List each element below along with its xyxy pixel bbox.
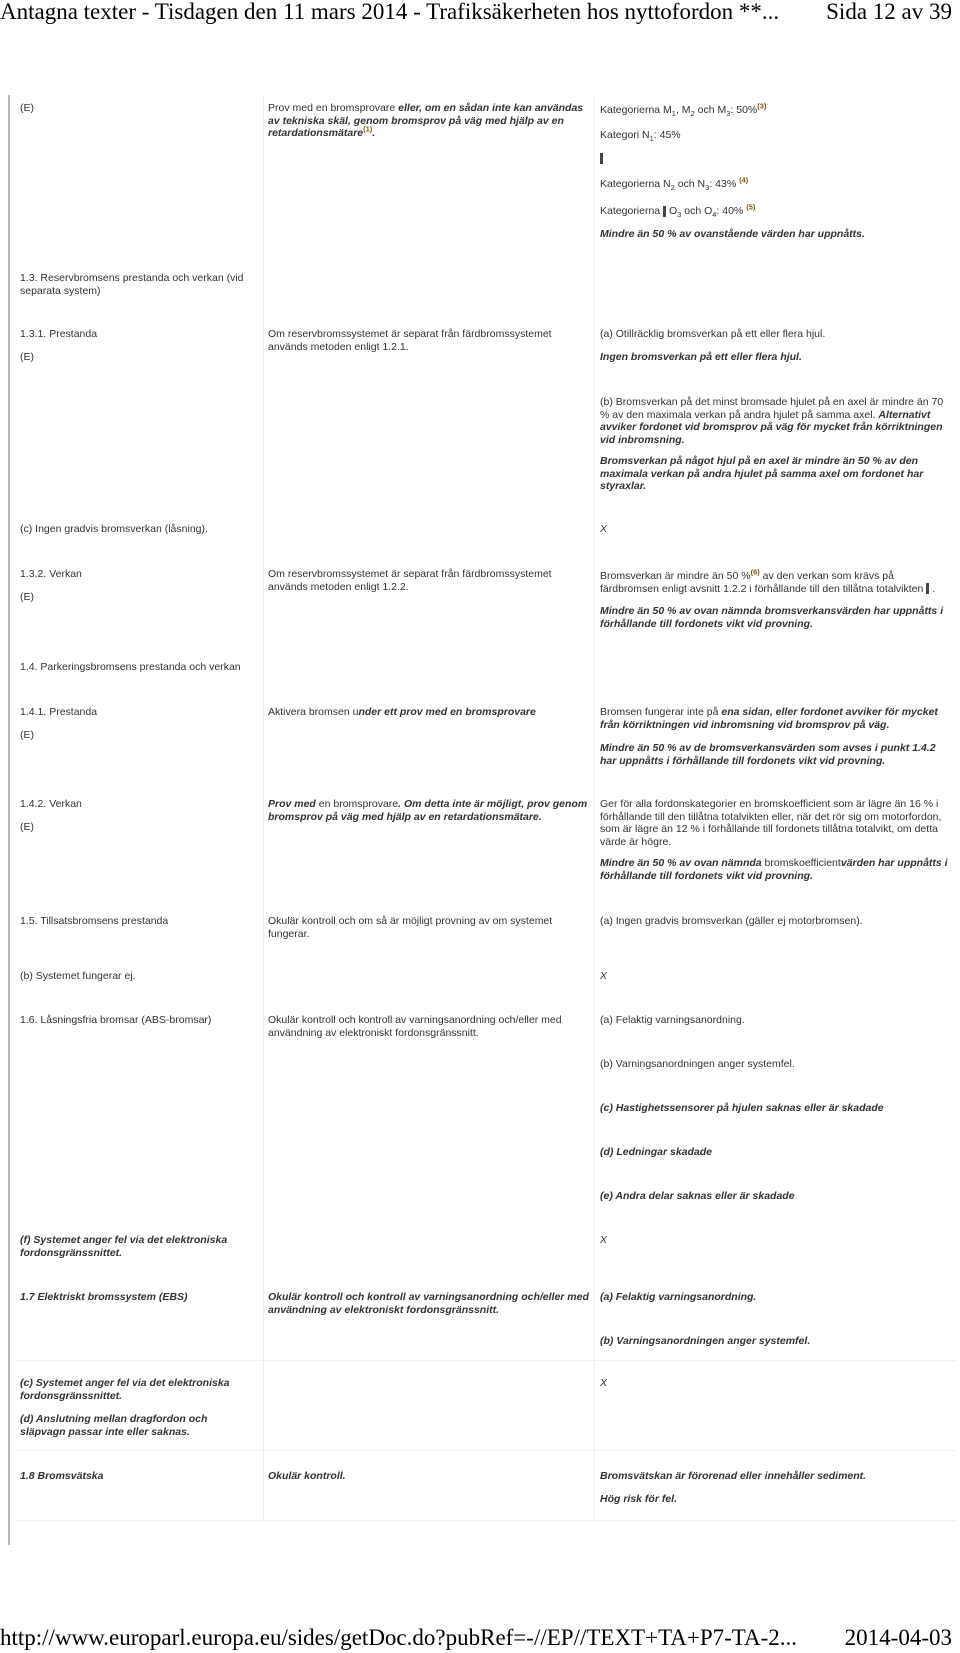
- subscript: 2: [670, 183, 675, 193]
- defect-text-amended: Mindre än 50 % av ovan nämnda: [600, 857, 762, 869]
- category-o: [600, 202, 756, 220]
- defect-text: (c) Ingen gradvis bromsverkan (låsning).: [20, 523, 208, 535]
- method-cell: [268, 798, 590, 823]
- defect-text-plain: bromskoefficient: [761, 857, 841, 869]
- category-o-text: och O: [681, 205, 713, 217]
- category-m-text: , M: [675, 104, 691, 116]
- category-n1-label: Kategori N: [600, 129, 650, 141]
- defect-text: (b) Varningsanordningen anger systemfel.: [600, 1335, 811, 1347]
- defect-text: Mindre än 50 % av ovanstående värden har uppnåtts.: [600, 228, 865, 240]
- defect-text: Bromsvätskan är förorenad eller innehåller sediment.: [600, 1470, 867, 1482]
- defect-text: (a) Felaktig varningsanordning.: [600, 1014, 745, 1026]
- defect-text-plain: Bromsverkan är mindre än 50 %: [600, 570, 751, 582]
- category-o-value: : 40%: [716, 205, 744, 217]
- defect-text: (b) Systemet fungerar ej.: [20, 970, 136, 982]
- subscript: 4: [712, 210, 717, 220]
- defect-text-plain: (b) Bromsverkan på det minst bromsade hjulet på en axel är mindre än 70 % av den maximala verkan på andra hjulet på samma axel.: [600, 396, 944, 421]
- category-n23-text: och N: [674, 178, 706, 190]
- defect-text-amended: Alternativt avviker fordonet vid bromsprov på väg för mycket från körriktningen vid inbromsning.: [600, 408, 943, 446]
- subscript: 2: [690, 109, 695, 119]
- footnote-ref[interactable]: (1): [363, 124, 373, 134]
- assessment-mark: X: [600, 1234, 608, 1246]
- method-cell: Okulär kontroll och kontroll av varningsanordning och/eller med användning av elektroniskt fordonsgränssnitt.: [268, 1014, 562, 1039]
- defect-text: [600, 857, 950, 882]
- section-heading: 1.3. Reservbromsens prestanda och verkan (vid separata system): [20, 272, 244, 297]
- defect-text: (a) Otillräcklig bromsverkan på ett eller flera hjul.: [600, 328, 826, 340]
- category-m: [600, 101, 767, 119]
- method-cell: Okulär kontroll och kontroll av varningsanordning och/eller med användning av elektroniskt fordonsgränssnitt.: [268, 1291, 589, 1316]
- item-heading: 1.3.2. Verkan: [20, 568, 82, 580]
- defect-text: (d) Anslutning mellan dragfordon och släpvagn passar inte eller saknas.: [20, 1413, 208, 1438]
- category-m-label: Kategorierna M: [600, 104, 672, 116]
- defect-text: [600, 396, 950, 446]
- method-text: Prov med en bromsprovare: [268, 102, 399, 114]
- category-n23-label: Kategorierna N: [600, 178, 671, 190]
- method-text-amended: Prov med: [268, 798, 316, 810]
- assessment-mark: X: [600, 1377, 608, 1389]
- defect-text: (a) Ingen gradvis bromsverkan (gäller ej motorbromsen).: [600, 915, 863, 927]
- item-heading: 1.4.1. Prestanda: [20, 706, 98, 718]
- defect-text: Ingen bromsverkan på ett eller flera hjul.: [600, 351, 802, 363]
- deletion-marker: [600, 152, 603, 165]
- method-text-amended: . Om detta inte är möjligt, prov genom bromsprov på väg med hjälp av en retardationsmätare.: [268, 798, 588, 823]
- method-cell: Om reservbromssystemet är separat från färdbromssystemet används metoden enligt 1.2.1.: [268, 328, 552, 353]
- assessment-mark: X: [600, 523, 608, 535]
- item-class: (E): [20, 351, 34, 363]
- method-text: en bromsprovare: [315, 798, 399, 810]
- page-number: Sida 12 av 39: [826, 0, 952, 24]
- defect-text: (c) Hastighetssensorer på hjulen saknas eller är skadade: [600, 1102, 884, 1114]
- method-text-end: .: [372, 127, 376, 139]
- item-heading: 1.4.2. Verkan: [20, 798, 82, 810]
- defect-text: (d) Ledningar skadade: [600, 1146, 713, 1158]
- defect-text-amended: ena sidan, eller fordonet avviker för mycket från körriktningen vid inbromsning vid bromsprov på väg.: [600, 706, 938, 731]
- category-o-text: O: [666, 205, 678, 217]
- defect-text: Hög risk för fel.: [600, 1493, 678, 1505]
- defect-text: [600, 706, 950, 731]
- grid-line: [263, 95, 264, 1520]
- subscript: 3: [705, 183, 710, 193]
- method-text: Aktivera bromsen u: [268, 706, 359, 718]
- subscript: 1: [649, 134, 654, 144]
- item-heading: 1.8 Bromsvätska: [20, 1470, 104, 1482]
- method-text-amended: nder ett prov med en bromsprovare: [358, 706, 536, 718]
- category-n23: [600, 175, 749, 193]
- category-o-label: Kategorierna: [600, 205, 661, 217]
- section-heading: 1.4. Parkeringsbromsens prestanda och verkan: [20, 661, 241, 673]
- method-cell: [268, 102, 590, 140]
- item-heading: 1.5. Tillsatsbromsens prestanda: [20, 915, 169, 927]
- defect-text: Ger för alla fordonskategorier en bromskoefficient som är lägre än 16 % i förhållande till den tillåtna totalvikten eller, när det rör sig om motorfordon, som är lägre än 12 % i förhållande till fordonets tillåtna totalvikt, om detta värde är högre.: [600, 798, 942, 848]
- category-m-text: och M: [694, 104, 727, 116]
- item-heading: 1.3.1. Prestanda: [20, 328, 98, 340]
- grid-line: [16, 1360, 956, 1361]
- defect-text: (f) Systemet anger fel via det elektroniska fordonsgränssnittet.: [20, 1234, 228, 1259]
- defect-text-amended: värden har uppnåtts i förhållande till fordonets vikt vid provning.: [600, 857, 948, 882]
- defect-text: (a) Felaktig varningsanordning.: [600, 1291, 757, 1303]
- defect-text: (b) Varningsanordningen anger systemfel.: [600, 1058, 795, 1070]
- defect-text: (e) Andra delar saknas eller är skadade: [600, 1190, 795, 1202]
- defect-text-end: .: [932, 582, 936, 595]
- method-cell: Okulär kontroll.: [268, 1470, 346, 1482]
- category-n1: [600, 129, 681, 142]
- category-n1-value: : 45%: [653, 129, 681, 141]
- method-cell: Okulär kontroll och om så är möjligt provning av om systemet fungerar.: [268, 915, 553, 940]
- defect-text: Mindre än 50 % av ovan nämnda bromsverkansvärden har uppnåtts i förhållande till fordonets vikt vid provning.: [600, 605, 944, 630]
- defect-text-plain: av den verkan som krävs på färdbromsen enligt avsnitt 1.2.2 i förhållande till den tillåtna totalvikten: [600, 570, 924, 595]
- page-header-title: Antagna texter - Tisdagen den 11 mars 2014 - Trafiksäkerheten hos nyttofordon **...: [0, 0, 780, 24]
- footnote-ref[interactable]: (5): [746, 202, 756, 212]
- subscript: 3: [677, 210, 682, 220]
- category-m-value: : 50%: [730, 104, 758, 116]
- grid-line: [594, 95, 595, 1520]
- method-cell: Om reservbromssystemet är separat från färdbromssystemet används metoden enligt 1.2.2.: [268, 568, 552, 593]
- defect-text: Mindre än 50 % av de bromsverkansvärden som avses i punkt 1.4.2 har uppnåtts i förhållande till fordonets vikt vid provning.: [600, 742, 936, 767]
- assessment-mark: X: [600, 970, 608, 982]
- deletion-bar: [600, 153, 603, 164]
- item-class: (E): [20, 729, 34, 741]
- defect-text: Bromsverkan på något hjul på en axel är mindre än 50 % av den maximala verkan på andra hjulet på samma axel om fordonet har styraxlar.: [600, 455, 924, 492]
- item-class: (E): [20, 591, 34, 603]
- footnote-ref[interactable]: (3): [757, 101, 767, 111]
- item-heading: 1.7 Elektriskt bromssystem (EBS): [20, 1291, 188, 1303]
- subscript: 3: [726, 109, 731, 119]
- method-text-amended: eller, om en sådan inte kan användas av tekniska skäl, genom bromsprov på väg med hjälp av en retardationsmätare: [268, 102, 584, 139]
- category-n23-value: : 43%: [709, 178, 737, 190]
- deletion-bar: [926, 583, 929, 594]
- row-label: (E): [20, 102, 34, 114]
- defect-text-plain: Bromsen fungerar inte på: [600, 706, 722, 718]
- grid-line: [16, 1450, 956, 1451]
- page-footer-date: 2014-04-03: [844, 1625, 952, 1650]
- footnote-ref[interactable]: (6): [750, 567, 760, 577]
- method-cell: [268, 706, 590, 719]
- defect-text: [600, 567, 950, 595]
- subscript: 1: [671, 109, 676, 119]
- defect-text: (c) Systemet anger fel via det elektroniska fordonsgränssnittet.: [20, 1377, 230, 1402]
- left-border: [8, 95, 10, 1545]
- page-footer-url[interactable]: http://www.europarl.europa.eu/sides/getDoc.do?pubRef=-//EP//TEXT+TA+P7-TA-2...: [0, 1625, 798, 1650]
- item-heading: 1.6. Låsningsfria bromsar (ABS-bromsar): [20, 1014, 212, 1026]
- grid-line: [16, 1520, 956, 1521]
- footnote-ref[interactable]: (4): [739, 175, 749, 185]
- item-class: (E): [20, 821, 34, 833]
